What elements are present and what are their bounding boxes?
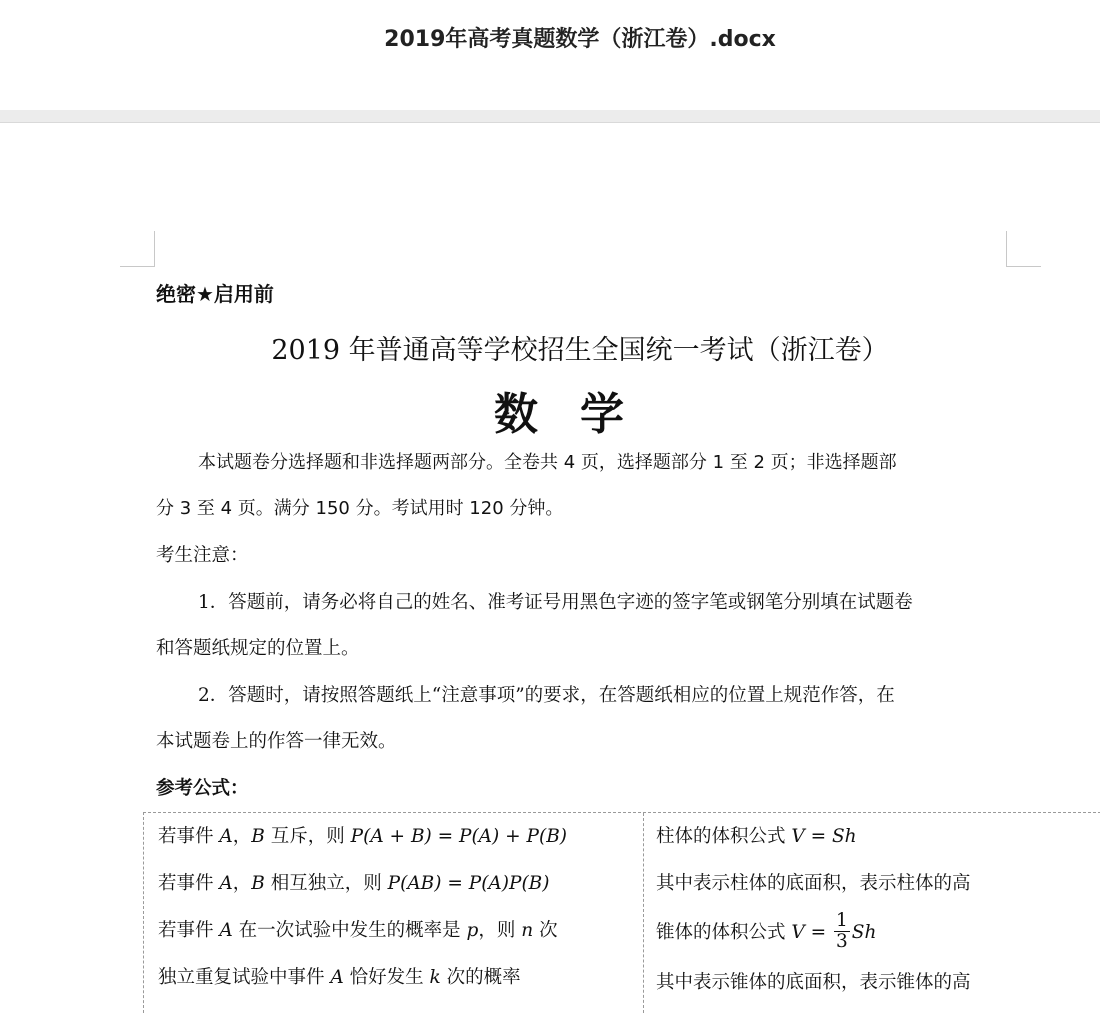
formula-bernoulli-line-1: 若事件 A 在一次试验中发生的概率是 p，则 n 次 (158, 920, 558, 941)
formula-prism-volume: 柱体的体积公式 V = Sh (656, 826, 857, 847)
formula-pyramid-volume: 锥体的体积公式 V = $\frac{1}{3}$ Sh (656, 909, 877, 952)
note1-line-1: 1．答题前，请务必将自己的姓名、准考证号用黑色字迹的签字笔或钢笔分别填在试题卷 (198, 592, 913, 613)
intro-line-2: 分 3 至 4 页。满分 150 分。考试用时 120 分钟。 (156, 498, 564, 519)
note2-line-2: 本试题卷上的作答一律无效。 (156, 731, 397, 752)
formula-bernoulli-line-2: 独立重复试验中事件 A 恰好发生 k 次的概率 (158, 967, 521, 988)
toolbar-divider (0, 110, 1100, 123)
formula-column-right (656, 813, 1096, 1006)
formula-table (143, 812, 1100, 1013)
crop-mark-top-left (120, 231, 155, 267)
formula-heading: 参考公式： (156, 778, 249, 799)
formula-independent-events: 若事件 A，B 相互独立，则 P(AB) = P(A)P(B) (158, 873, 550, 894)
fraction-one-third: $\frac{1}{3}$ (836, 909, 848, 952)
formula-pyramid-note: 其中表示锥体的底面积，表示锥体的高 (656, 972, 971, 993)
title-bar (0, 0, 1100, 110)
formula-addition-rule: P(A + B) = P(A) + P(B) (350, 826, 568, 847)
formula-column-left (158, 813, 628, 1001)
formula-prism-note: 其中表示柱体的底面积，表示柱体的高 (656, 873, 971, 894)
note1-line-2: 和答题纸规定的位置上。 (156, 638, 360, 659)
secret-label: 绝密★启用前 (156, 282, 274, 306)
formula-product-rule: P(AB) = P(A)P(B) (387, 873, 550, 894)
formula-column-divider (643, 813, 644, 1013)
intro-line-1: 本试题卷分选择题和非选择题两部分。全卷共 4 页，选择题部分 1 至 2 页；非选择题部 (198, 452, 897, 473)
notice-item-2 (156, 673, 1006, 765)
crop-mark-top-right (1006, 231, 1041, 267)
exam-title: 2019 年普通高等学校招生全国统一考试（浙江卷） (271, 335, 889, 366)
formula-mutually-exclusive: 若事件 A，B 互斥，则 P(A + B) = P(A) + P(B) (158, 826, 568, 847)
notice-heading: 考生注意： (156, 545, 249, 566)
subject-heading: 数学 (494, 389, 666, 440)
note2-line-1: 2．答题时，请按照答题纸上“注意事项”的要求，在答题纸相应的位置上规范作答，在 (198, 685, 895, 706)
intro-paragraph (156, 440, 1006, 532)
document-title: 2019年高考真题数学（浙江卷）.docx (384, 27, 776, 52)
notice-item-1 (156, 580, 1006, 672)
